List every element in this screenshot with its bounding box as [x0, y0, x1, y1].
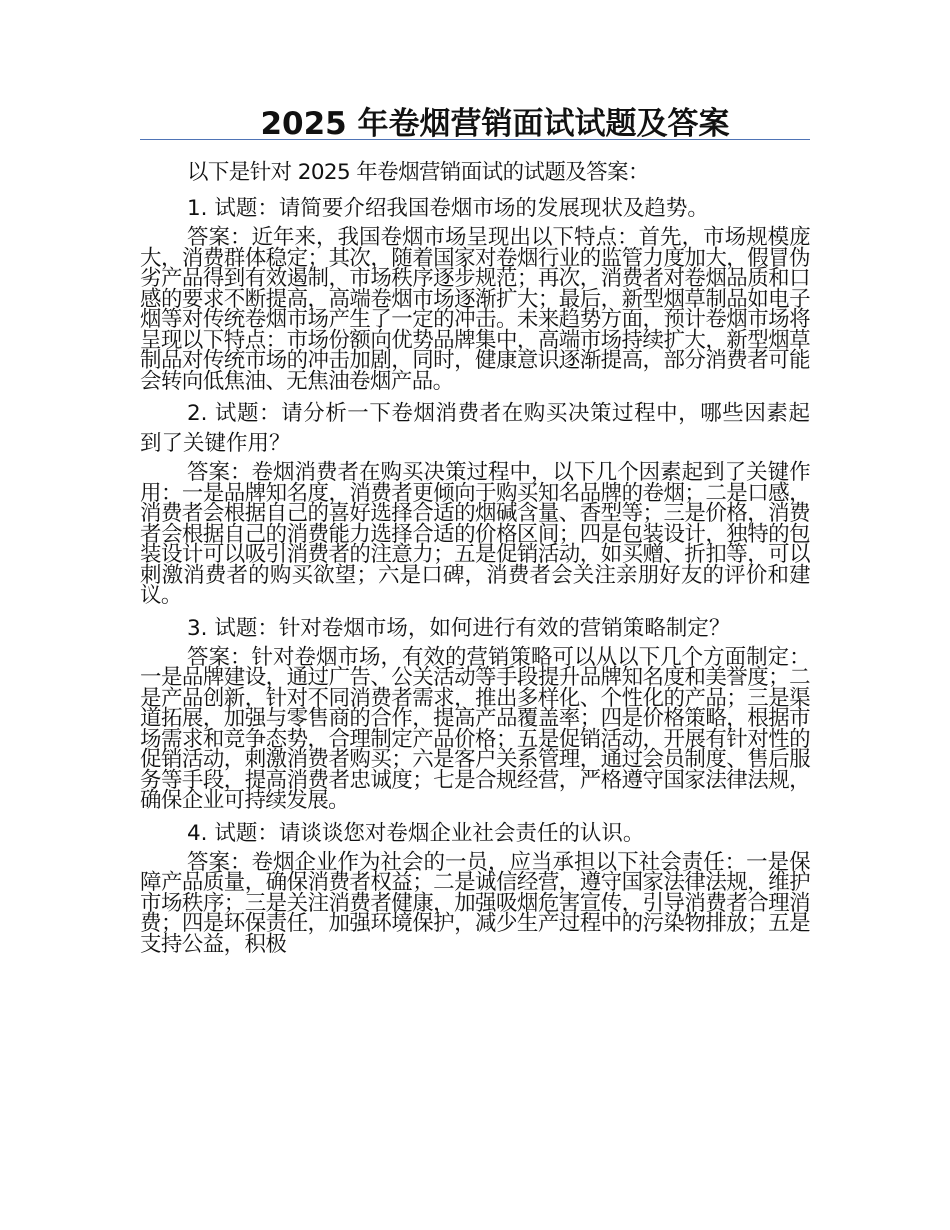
question-3: 3. 试题：针对卷烟市场，如何进行有效的营销策略制定？ — [187, 615, 731, 641]
answer-2: 答案：卷烟消费者在购买决策过程中，以下几个因素起到了关键作用：一是品牌知名度，消费者更倾向于购买知名品牌的卷烟；二是口感，消费者会根据自己的喜好选择合适的烟碱含量、香型等；三是价格，消费者会根据自己的消费能力选择合适的价格区间；四是包装设计，独特的包装设计可以吸引消费者的注意力；五是促销活动，如买赠、折扣等，可以刺激消费者的购买欲望；六是口碑，消费者会关注亲朋好友的评价和建议。 — [140, 460, 810, 608]
answer-1: 答案：近年来，我国卷烟市场呈现出以下特点：首先，市场规模庞大，消费群体稳定；其次，随着国家对卷烟行业的监管力度加大，假冒伪劣产品得到有效遏制，市场秩序逐步规范；再次，消费者对卷烟品质和口感的要求不断提高，高端卷烟市场逐渐扩大；最后，新型烟草制品如电子烟等对传统卷烟市场产生了一定的冲击。未来趋势方面，预计卷烟市场将呈现以下特点：市场份额向优势品牌集中，高端市场持续扩大，新型烟草制品对传统市场的冲击加剧，同时，健康意识逐渐提高，部分消费者可能会转向低焦油、无焦油卷烟产品。 — [140, 225, 810, 394]
answer-4: 答案：卷烟企业作为社会的一员，应当承担以下社会责任：一是保障产品质量，确保消费者权益；二是诚信经营，遵守国家法律法规，维护市场秩序；三是关注消费者健康，加强吸烟危害宣传，引导消费者合理消费；四是环保责任，加强环境保护，减少生产过程中的污染物排放；五是支持公益，积极 — [140, 849, 810, 957]
question-2: 2. 试题：请分析一下卷烟消费者在购买决策过程中，哪些因素起到了关键作用？ — [140, 401, 810, 456]
answer-3: 答案：针对卷烟市场，有效的营销策略可以从以下几个方面制定：一是品牌建设，通过广告、公关活动等手段提升品牌知名度和美誉度；二是产品创新，针对不同消费者需求，推出多样化、个性化的产品；三是渠道拓展，加强与零售商的合作，提高产品覆盖率；四是价格策略，根据市场需求和竞争态势，合理制定产品价格；五是促销活动，开展有针对性的促销活动，刺激消费者购买；六是客户关系管理，通过会员制度、售后服务等手段，提高消费者忠诚度；七是合规经营，严格遵守国家法律法规，确保企业可持续发展。 — [140, 644, 810, 813]
intro-paragraph: 以下是针对 2025 年卷烟营销面试的试题及答案： — [187, 160, 649, 185]
document-body — [140, 156, 810, 962]
title-underline — [140, 139, 810, 140]
document-title: 2025 年卷烟营销面试试题及答案 — [260, 106, 730, 142]
question-4: 4. 试题：请谈谈您对卷烟企业社会责任的认识。 — [187, 820, 645, 846]
question-1: 1. 试题：请简要介绍我国卷烟市场的发展现状及趋势。 — [187, 196, 709, 221]
